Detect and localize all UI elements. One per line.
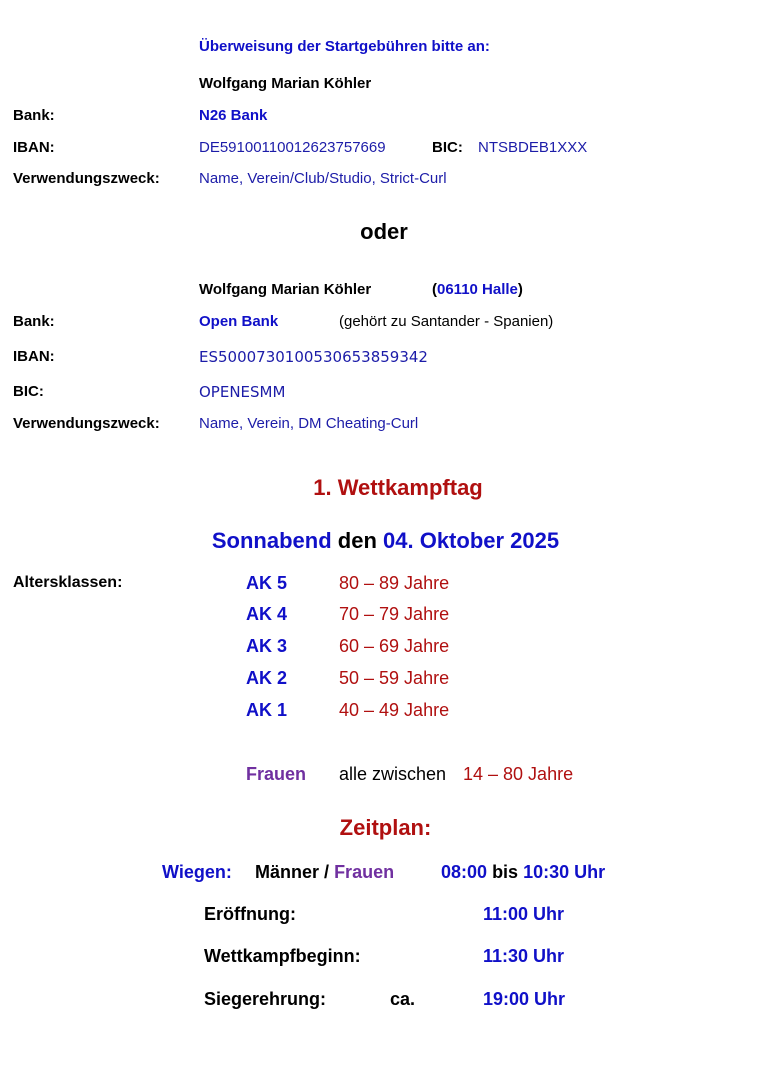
- account1-bank: N26 Bank: [199, 107, 268, 124]
- location-paren-open: (: [432, 281, 437, 298]
- women-range: 14 – 80 Jahre: [463, 764, 574, 784]
- account2-iban-label: IBAN:: [13, 348, 55, 365]
- date-day: 04. Oktober 2025: [383, 528, 560, 553]
- schedule-title: Zeitplan:: [339, 815, 432, 840]
- account2-location: [432, 281, 523, 298]
- age-class-range: 70 – 79 Jahre: [339, 604, 450, 624]
- weigh-men: Männer: [255, 862, 320, 882]
- account1-bank-label: Bank:: [13, 107, 55, 124]
- location-paren-close: ): [517, 281, 523, 298]
- day-title: 1. Wettkampftag: [313, 475, 483, 500]
- age-class-code: AK 5: [246, 573, 288, 593]
- weigh-women: Frauen: [334, 862, 395, 882]
- age-class-code: AK 4: [246, 604, 288, 624]
- account2-bank-label: Bank:: [13, 313, 55, 330]
- account1-iban-label: IBAN:: [13, 139, 55, 156]
- schedule-item-time: 11:30 Uhr: [483, 946, 565, 966]
- account2-iban: ES5000730100530653859342: [199, 348, 428, 366]
- account1-holder: Wolfgang Marian Köhler: [199, 75, 372, 92]
- schedule-item-label: Siegerehrung:: [204, 989, 327, 1009]
- account1-bic-label: BIC:: [432, 139, 463, 156]
- age-class-range: 60 – 69 Jahre: [339, 636, 450, 656]
- age-class-code: AK 2: [246, 668, 288, 688]
- age-class-range: 80 – 89 Jahre: [339, 573, 450, 593]
- age-class-code: AK 1: [246, 700, 288, 720]
- weigh-time: [441, 862, 605, 883]
- women-text: alle zwischen: [339, 764, 447, 784]
- schedule-item-time: 19:00 Uhr: [483, 989, 566, 1009]
- schedule-item-extra: ca.: [390, 989, 416, 1009]
- age-class-code: AK 3: [246, 636, 288, 656]
- schedule-item-label: Wettkampfbeginn:: [204, 946, 361, 966]
- location-text: 06110 Halle: [437, 281, 518, 298]
- weigh-bis: bis: [492, 862, 519, 882]
- account2-bank: Open Bank: [199, 313, 279, 330]
- account2-bank-note: (gehört zu Santander - Spanien): [339, 313, 554, 330]
- account2-purpose-label: Verwendungszweck:: [13, 415, 160, 432]
- schedule-item-time: 11:00 Uhr: [483, 904, 565, 924]
- age-class-range: 50 – 59 Jahre: [339, 668, 450, 688]
- event-date: [0, 528, 768, 554]
- schedule-item-label: Eröffnung:: [204, 904, 296, 924]
- account1-bic: NTSBDEB1XXX: [478, 139, 588, 156]
- date-den: den: [337, 528, 377, 553]
- account2-bic: OPENESMM: [199, 383, 286, 401]
- date-weekday: Sonnabend: [211, 528, 332, 553]
- age-class-range: 40 – 49 Jahre: [339, 700, 450, 720]
- weigh-groups: [255, 862, 394, 883]
- account1-purpose: Name, Verein/Club/Studio, Strict-Curl: [199, 170, 447, 187]
- weigh-separator: /: [324, 862, 330, 882]
- weigh-label: Wiegen:: [162, 862, 232, 882]
- weigh-to: 10:30 Uhr: [523, 862, 606, 882]
- women-label: Frauen: [246, 764, 307, 784]
- account2-holder: Wolfgang Marian Köhler: [199, 281, 372, 298]
- account2-bic-label: BIC:: [13, 383, 44, 400]
- weigh-from: 08:00: [441, 862, 488, 882]
- payment-heading: Überweisung der Startgebühren bitte an:: [199, 38, 490, 55]
- account2-purpose: Name, Verein, DM Cheating-Curl: [199, 415, 419, 432]
- age-classes-label: Altersklassen:: [13, 574, 123, 591]
- or-separator: oder: [360, 219, 408, 244]
- account1-iban: DE59100110012623757669: [199, 139, 386, 156]
- account1-purpose-label: Verwendungszweck:: [13, 170, 160, 187]
